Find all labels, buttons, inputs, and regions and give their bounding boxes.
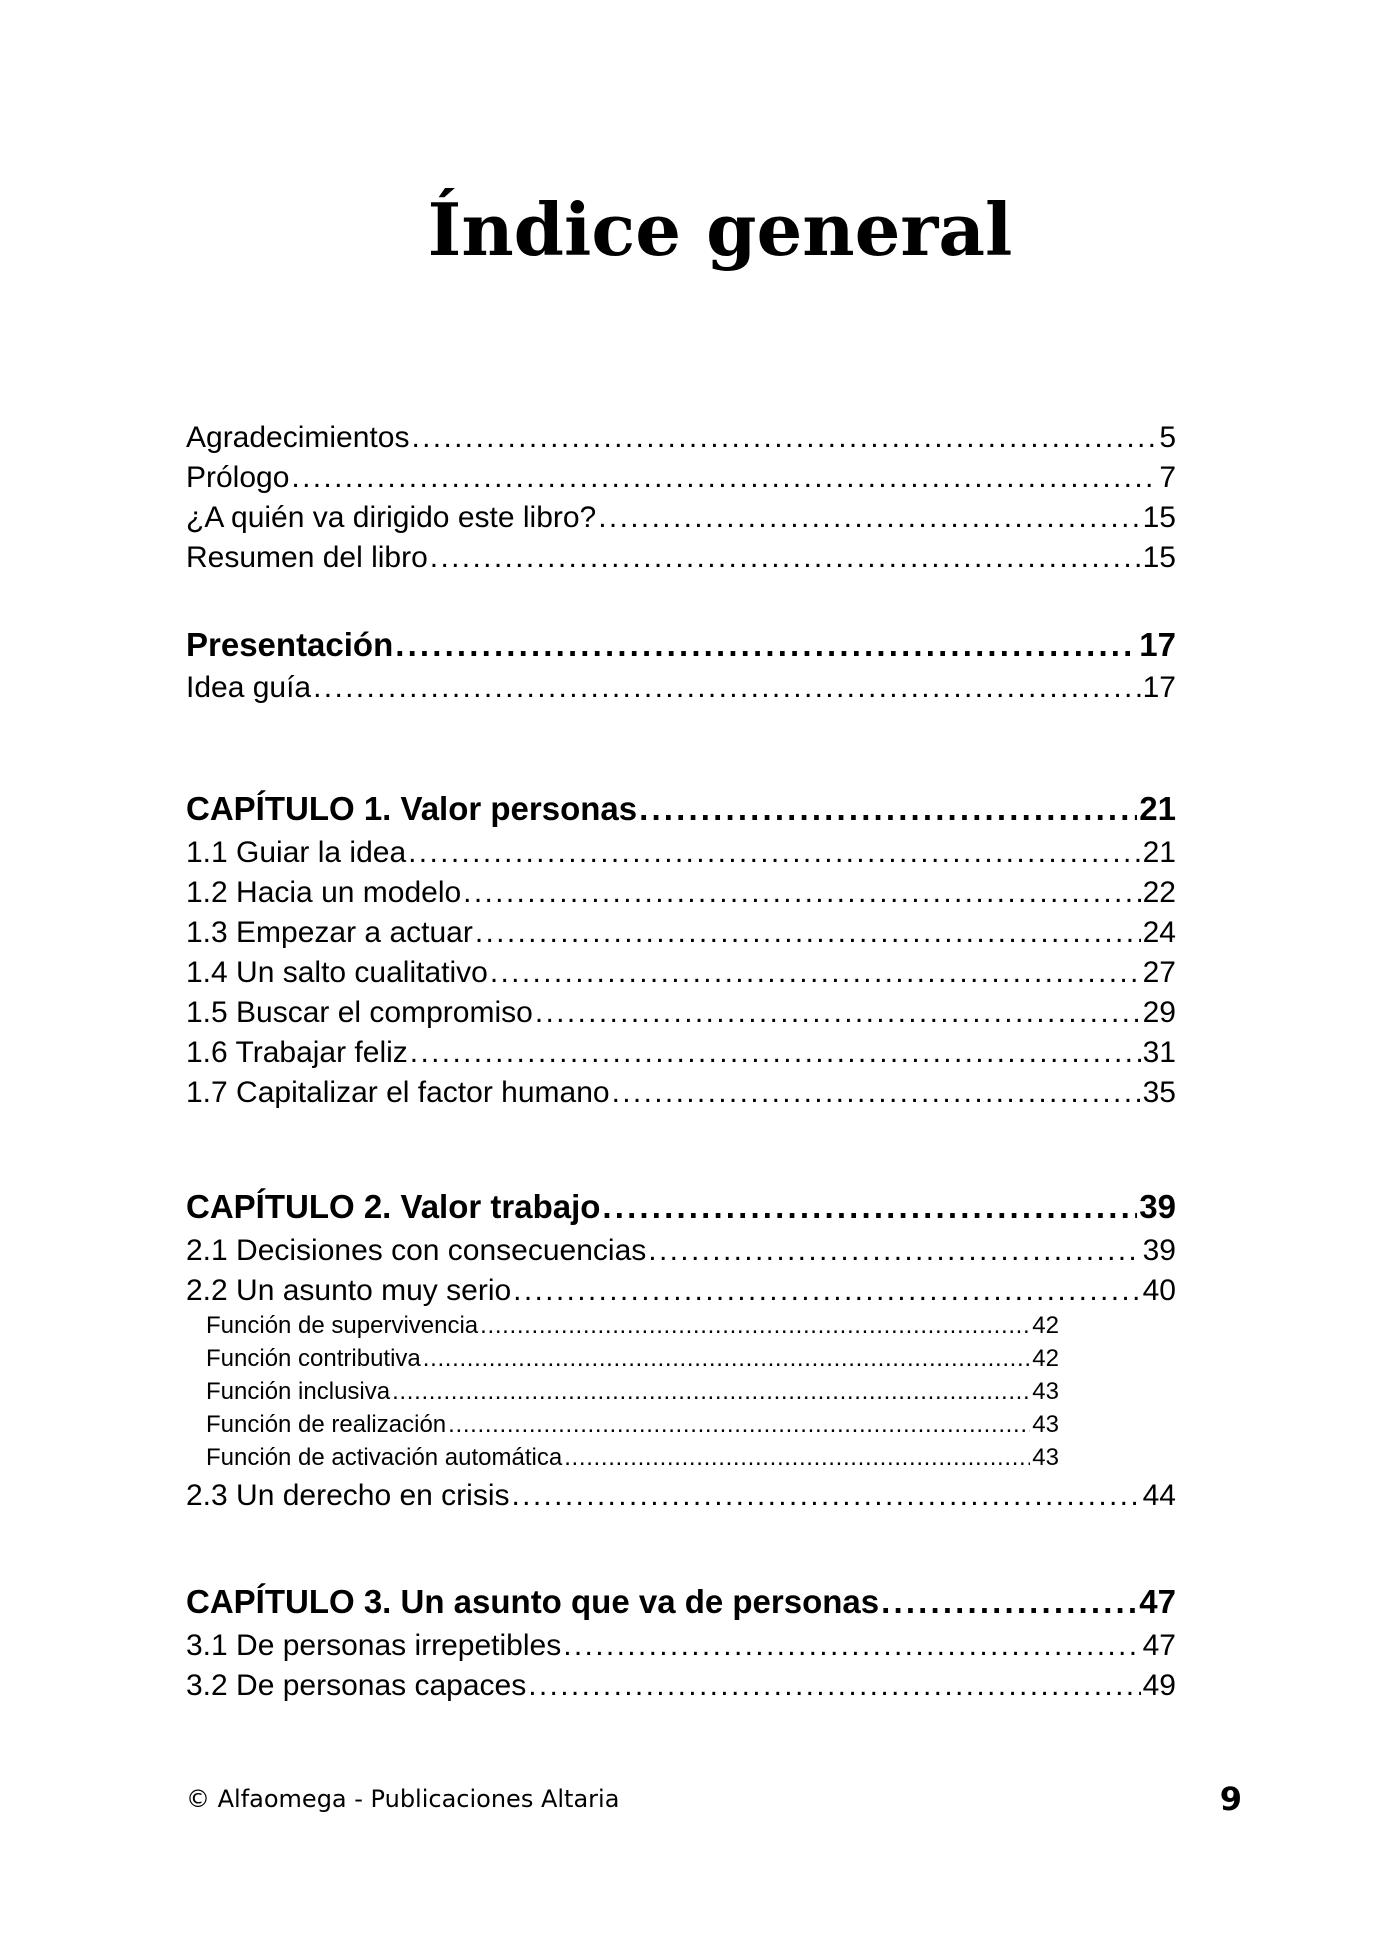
toc-entry[interactable] [186,1231,1176,1271]
toc-entry-page: 17 [1142,671,1176,704]
dot-leader [411,418,1157,458]
toc-entry-label: Agradecimientos [186,421,410,454]
dot-leader [639,789,1137,829]
toc-entry[interactable] [186,953,1176,993]
dot-leader [410,1033,1141,1073]
toc-entry[interactable] [186,993,1176,1033]
toc-subentry-label: Función de supervivencia [206,1312,479,1339]
toc-entry-page: 29 [1142,996,1176,1029]
toc-entry-label: 3.1 De personas irrepetibles [186,1629,562,1662]
toc-entry-page: 27 [1142,956,1176,989]
dot-leader [528,1666,1140,1706]
toc-entry-label: 1.6 Trabajar feliz [186,1036,408,1069]
toc-entry[interactable] [186,418,1176,458]
dot-leader [648,1231,1140,1271]
dot-leader [475,913,1141,953]
toc-chapter-heading[interactable] [186,1582,1176,1622]
toc-section-heading[interactable] [186,625,1176,665]
toc-entry-label: 2.1 Decisiones con consecuencias [186,1234,647,1267]
page-number: 9 [1219,1780,1242,1818]
toc-entry-label: Resumen del libro [186,541,428,574]
dot-leader [463,873,1140,913]
dot-leader [490,953,1141,993]
toc-entry-page: 31 [1142,1036,1176,1069]
toc-subentry-label: Función contributiva [206,1345,421,1372]
toc-subentry[interactable] [206,1343,1059,1375]
footer-copyright: © Alfaomega - Publicaciones Altaria [186,1785,620,1813]
toc-entry-label: 1.2 Hacia un modelo [186,876,462,909]
toc-chapter-heading[interactable] [186,789,1176,829]
toc-subentry[interactable] [206,1409,1059,1441]
dot-leader [512,1476,1141,1516]
toc-chapter-page: 47 [1139,1583,1176,1620]
dot-leader [430,538,1141,578]
dot-leader [480,1310,1030,1342]
toc-entry-label: 2.3 Un derecho en crisis [186,1479,510,1512]
dot-leader [612,1073,1141,1113]
toc-entry[interactable] [186,1271,1176,1311]
toc-section-label: Presentación [186,626,394,663]
toc-subentry[interactable] [206,1310,1059,1342]
dot-leader [448,1409,1030,1441]
toc-subentry[interactable] [206,1376,1059,1408]
toc-entry-page: 7 [1159,461,1176,494]
toc-chapter-page: 21 [1139,790,1176,827]
toc-subentry[interactable] [206,1442,1059,1474]
toc-subentry-page: 43 [1032,1411,1059,1438]
toc-chapter-page: 39 [1139,1188,1176,1225]
toc-chapter-label: CAPÍTULO 3. Un asunto que va de personas [186,1583,880,1620]
toc-subentry-label: Función de activación automática [206,1444,563,1471]
toc-entry[interactable] [186,498,1176,538]
toc-entry-label: 1.4 Un salto cualitativo [186,956,488,989]
toc-entry[interactable] [186,1626,1176,1666]
dot-leader [564,1442,1030,1474]
toc-entry-label: Idea guía [186,671,312,704]
toc-entry-page: 47 [1142,1629,1176,1662]
page-title: Índice general [427,187,1013,272]
toc-entry[interactable] [186,1476,1176,1516]
dot-leader [602,1187,1137,1227]
dot-leader [291,458,1157,498]
toc-subentry-page: 42 [1032,1345,1059,1372]
toc-subentry-page: 42 [1032,1312,1059,1339]
toc-entry-page: 15 [1142,501,1176,534]
toc-entry[interactable] [186,873,1176,913]
dot-leader [408,833,1140,873]
toc-entry-page: 39 [1142,1234,1176,1267]
toc-entry-label: Prólogo [186,461,290,494]
toc-entry-label: 1.5 Buscar el compromiso [186,996,533,1029]
toc-entry-label: 2.2 Un asunto muy serio [186,1274,512,1307]
toc-entry-label: 1.7 Capitalizar el factor humano [186,1076,610,1109]
toc-entry-page: 40 [1142,1274,1176,1307]
dot-leader [423,1343,1031,1375]
toc-chapter-label: CAPÍTULO 1. Valor personas [186,790,638,827]
dot-leader [881,1582,1137,1622]
toc-entry[interactable] [186,833,1176,873]
toc-entry[interactable] [186,538,1176,578]
toc-section-page: 17 [1139,626,1176,663]
toc-entry-page: 44 [1142,1479,1176,1512]
toc-entry[interactable] [186,1073,1176,1113]
toc-entry-page: 15 [1142,541,1176,574]
toc-entry[interactable] [186,458,1176,498]
toc-entry-label: 1.1 Guiar la idea [186,836,407,869]
toc-entry-page: 24 [1142,916,1176,949]
dot-leader [395,625,1137,665]
toc-entry-page: 35 [1142,1076,1176,1109]
toc-entry-page: 5 [1159,421,1176,454]
toc-entry-page: 22 [1142,876,1176,909]
dot-leader [513,1271,1140,1311]
toc-subentry-page: 43 [1032,1444,1059,1471]
toc-chapter-heading[interactable] [186,1187,1176,1227]
toc-entry[interactable] [186,668,1176,708]
dot-leader [392,1376,1030,1408]
dot-leader [598,498,1140,538]
toc-entry[interactable] [186,1033,1176,1073]
toc-entry-label: 1.3 Empezar a actuar [186,916,473,949]
toc-entry-label: ¿A quién va dirigido este libro? [186,501,597,534]
toc-entry-label: 3.2 De personas capaces [186,1669,527,1702]
toc-chapter-label: CAPÍTULO 2. Valor trabajo [186,1188,601,1225]
dot-leader [313,668,1141,708]
toc-subentry-page: 43 [1032,1378,1059,1405]
toc-entry-page: 49 [1142,1669,1176,1702]
toc-subentry-label: Función de realización [206,1411,447,1438]
toc-entry[interactable] [186,913,1176,953]
dot-leader [535,993,1141,1033]
toc-subentry-label: Función inclusiva [206,1378,391,1405]
toc-entry-page: 21 [1142,836,1176,869]
dot-leader [563,1626,1140,1666]
toc-entry[interactable] [186,1666,1176,1706]
